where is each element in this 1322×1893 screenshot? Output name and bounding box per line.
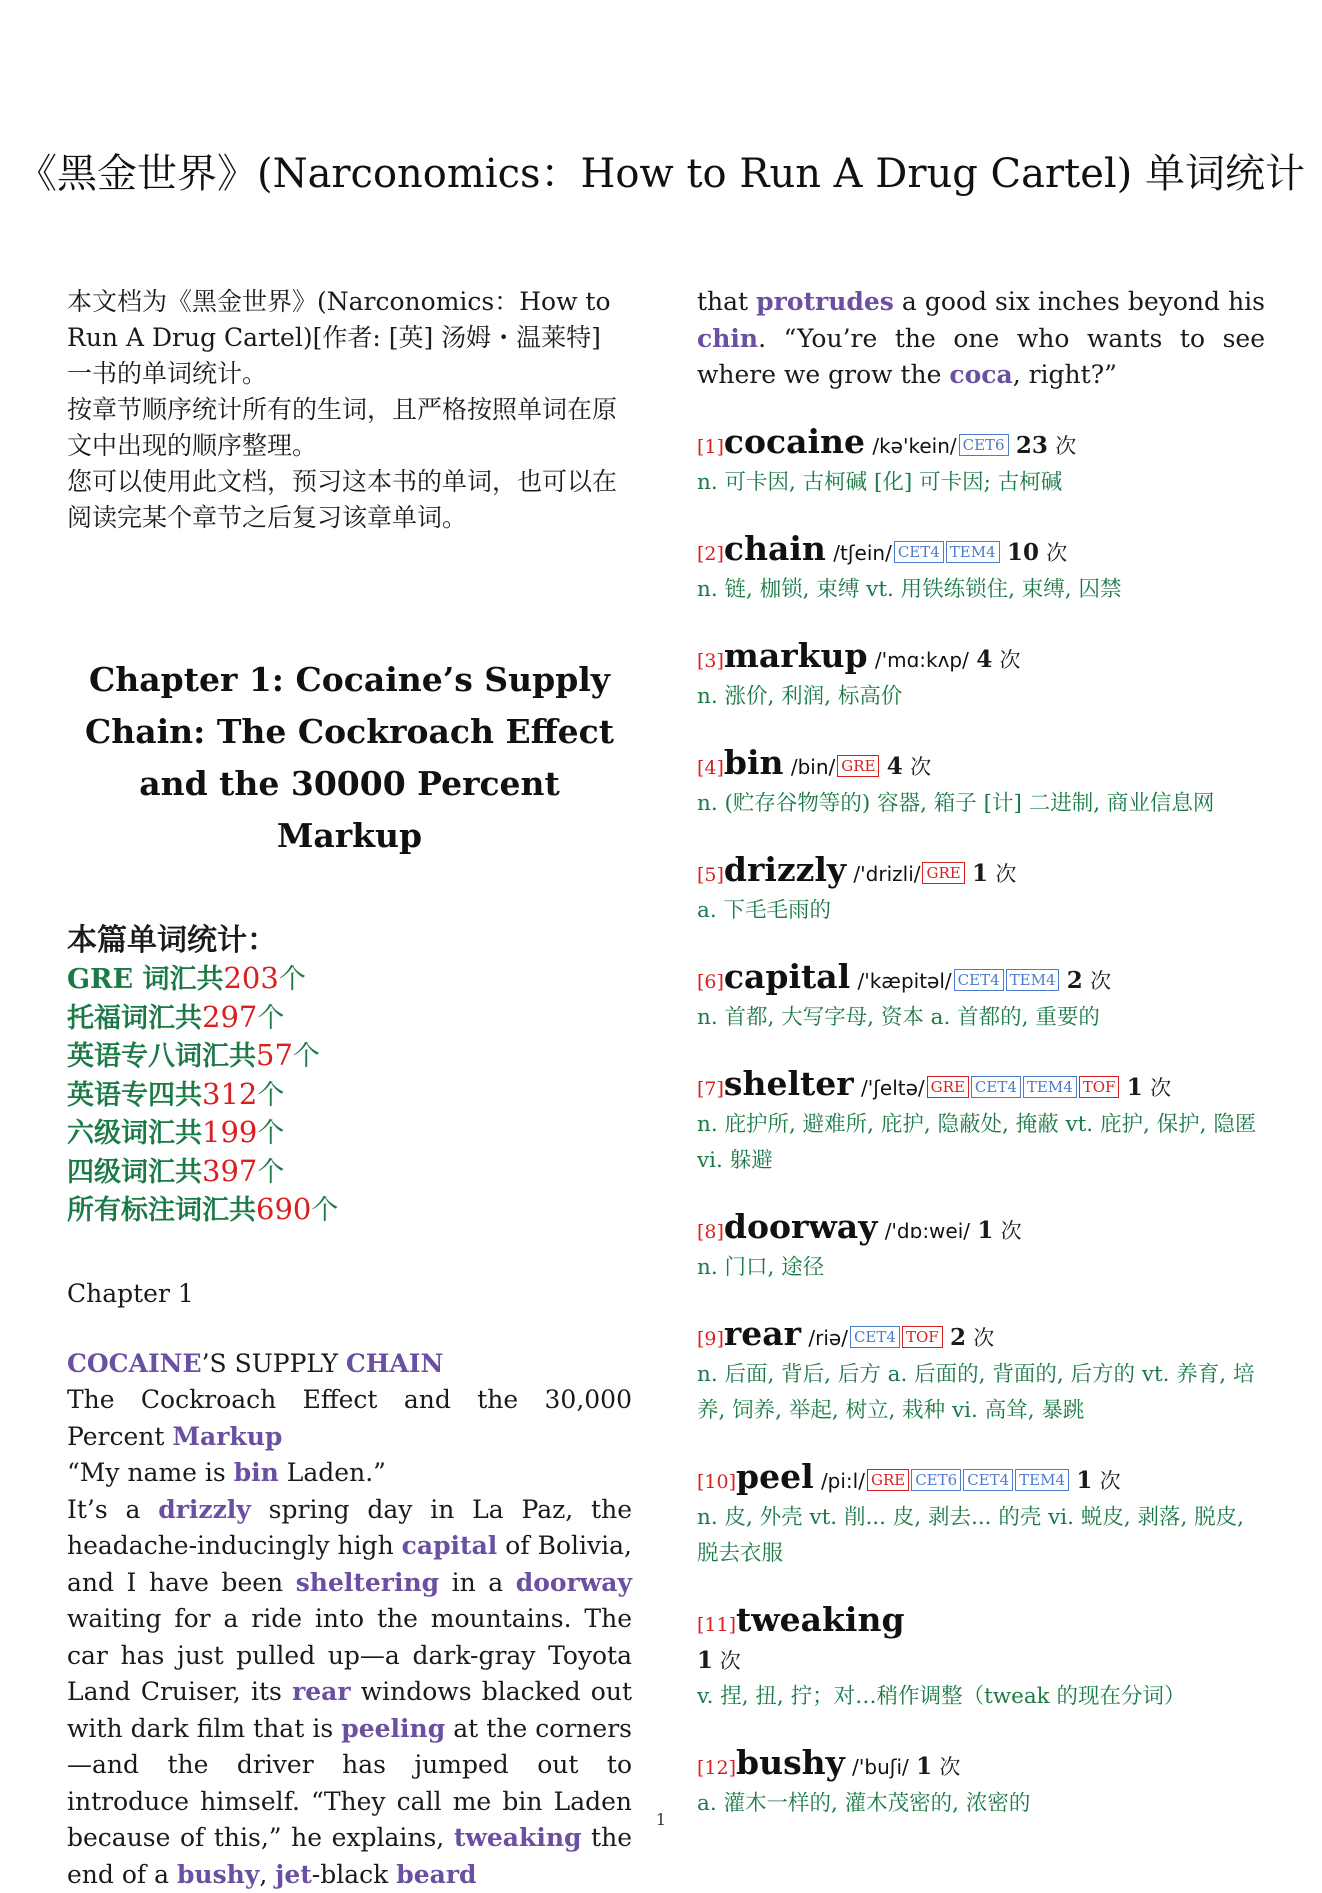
entry-word: tweaking: [736, 1600, 905, 1639]
chapter-heading: Chapter 1: Cocaine’s Supply Chain: The Cockroach Effect and the 30000 Percent Markup: [67, 654, 632, 862]
entry-word: peel: [736, 1457, 814, 1496]
stat-all: 所有标注词汇共690个: [67, 1191, 632, 1230]
vocab-word: bushy: [177, 1860, 259, 1889]
entry-index: [1]: [697, 436, 724, 458]
entry-pronunciation: /'ʃeltə/: [861, 1076, 925, 1100]
chapter-label: Chapter 1: [67, 1276, 632, 1312]
entry-count-unit: 次: [1150, 1076, 1171, 1100]
entry-count-unit: 次: [1046, 541, 1067, 565]
entry-definition: n. 涨价, 利润, 标高价: [697, 679, 1265, 715]
entry-definition: n. 可卡因, 古柯碱 [化] 可卡因; 古柯碱: [697, 465, 1265, 501]
entry-tag-tof: TOF: [1079, 1076, 1120, 1098]
entry-count-unit: 次: [973, 1326, 994, 1350]
word-entry: [697, 1209, 1265, 1286]
entry-index: [2]: [697, 543, 724, 565]
entry-count-unit: 次: [1001, 1219, 1022, 1243]
entry-count-unit: 次: [1090, 969, 1111, 993]
intro-paragraph: 本文档为《黑金世界》(Narconomics：How to Run A Drug Cartel)[作者: [英] 汤姆・温莱特] 一书的单词统计。: [67, 284, 632, 392]
stat-cet6: 六级词汇共199个: [67, 1114, 632, 1153]
word-entry: [697, 638, 1265, 715]
vocab-word: beard: [396, 1860, 476, 1889]
entry-count: 1: [977, 1217, 993, 1244]
entry-count: 23: [1016, 432, 1048, 459]
entry-index: [4]: [697, 757, 724, 779]
entry-tag-gre: GRE: [867, 1469, 909, 1491]
entry-count: 1: [916, 1753, 932, 1780]
entry-tag-tem4: TEM4: [1015, 1469, 1069, 1491]
entry-index: [3]: [697, 650, 724, 672]
entry-word: bushy: [736, 1743, 845, 1782]
entry-pronunciation: /'kæpitəl/: [857, 969, 951, 993]
vocab-word: peeling: [341, 1714, 445, 1743]
intro-paragraph: 您可以使用此文档，预习这本书的单词，也可以在阅读完某个章节之后复习该章单词。: [67, 464, 632, 536]
vocab-word: tweaking: [454, 1823, 582, 1852]
entry-index: [5]: [697, 864, 724, 886]
entry-pronunciation: /'buʃi/: [852, 1755, 909, 1779]
entry-tag-tem4: TEM4: [946, 541, 1000, 563]
stat-tem8: 英语专八词汇共57个: [67, 1037, 632, 1076]
entry-index: [6]: [697, 971, 724, 993]
stat-count: 312: [202, 1077, 257, 1111]
entry-count-unit: 次: [1055, 434, 1076, 458]
entry-pronunciation: /'dɒ:wei/: [885, 1219, 970, 1243]
entry-word: drizzly: [724, 850, 846, 889]
entry-definition: a. 下毛毛雨的: [697, 893, 1265, 929]
entry-count-unit: 次: [995, 862, 1016, 886]
entry-pronunciation: /pi:l/: [821, 1469, 865, 1493]
entry-count: 10: [1007, 539, 1039, 566]
entry-index: [7]: [697, 1078, 724, 1100]
stat-count: 397: [202, 1154, 257, 1188]
entry-index: [11]: [697, 1614, 736, 1636]
entry-pronunciation: /tʃein/: [833, 541, 892, 565]
entry-word: chain: [724, 529, 826, 568]
entry-word: doorway: [724, 1207, 877, 1246]
stat-count: 203: [223, 961, 278, 995]
entry-word: cocaine: [724, 422, 865, 461]
entry-tag-tof: TOF: [902, 1326, 943, 1348]
entry-tag-tem4: TEM4: [1006, 969, 1060, 991]
stat-gre: GRE 词汇共203个: [67, 960, 632, 999]
word-entry: [697, 1459, 1265, 1572]
word-entry: [697, 1602, 1265, 1715]
vocab-word: chin: [697, 324, 758, 353]
word-entry: [697, 1316, 1265, 1429]
entry-pronunciation: /kə'kein/: [872, 434, 956, 458]
stat-cet4: 四级词汇共397个: [67, 1153, 632, 1192]
entry-count-unit: 次: [939, 1755, 960, 1779]
section-subheading: The Cockroach Effect and the 30,000 Percent Markup: [67, 1382, 632, 1455]
document-title: 《黑金世界》(Narconomics：How to Run A Drug Cartel) 单词统计: [0, 142, 1322, 199]
vocab-word: protrudes: [756, 287, 894, 316]
entry-definition: n. 链, 枷锁, 束缚 vt. 用铁练锁住, 束缚, 囚禁: [697, 572, 1265, 608]
vocab-word: doorway: [516, 1568, 632, 1597]
entry-word: shelter: [724, 1064, 854, 1103]
entry-pronunciation: /'drizli/: [853, 862, 920, 886]
stat-count: 57: [256, 1038, 293, 1072]
word-entry: [697, 531, 1265, 608]
entry-definition: n. 皮, 外壳 vt. 削... 皮, 剥去... 的壳 vi. 蜕皮, 剥落, 脱皮, 脱去衣服: [697, 1500, 1265, 1572]
entry-definition: n. 首都, 大写字母, 资本 a. 首都的, 重要的: [697, 1000, 1265, 1036]
entry-word: bin: [724, 743, 784, 782]
entry-definition: v. 捏, 扭, 拧；对…稍作调整（tweak 的现在分词）: [697, 1679, 1265, 1715]
stat-count: 690: [256, 1192, 311, 1226]
vocab-word: bin: [234, 1458, 279, 1487]
entry-definition: a. 灌木一样的, 灌木茂密的, 浓密的: [697, 1786, 1265, 1822]
vocab-word: rear: [292, 1677, 350, 1706]
entry-tag-gre: GRE: [922, 862, 964, 884]
entry-count-unit: 次: [720, 1649, 741, 1673]
vocab-word: jet: [275, 1860, 312, 1889]
word-entry-list: [697, 424, 1265, 1572]
entry-word: capital: [724, 957, 850, 996]
stats-title: 本篇单词统计：: [67, 922, 632, 960]
entry-index: [10]: [697, 1471, 736, 1493]
word-entry: [697, 424, 1265, 501]
left-column: [67, 284, 632, 1893]
entry-count: 1: [697, 1647, 713, 1674]
entry-definition: n. (贮存谷物等的) 容器, 箱子 [计] 二进制, 商业信息网: [697, 786, 1265, 822]
stat-count: 297: [202, 1000, 257, 1034]
entry-pronunciation: /bin/: [791, 755, 835, 779]
entry-tag-tem4: TEM4: [1023, 1076, 1077, 1098]
continued-paragraph: that protrudes a good six inches beyond his chin. “You’re the one who wants to see where we grow the coca, right?”: [697, 284, 1265, 394]
vocab-word: sheltering: [296, 1568, 439, 1597]
entry-count: 2: [950, 1324, 966, 1351]
entry-definition: n. 门口, 途径: [697, 1250, 1265, 1286]
entry-tag-cet6: CET6: [911, 1469, 961, 1491]
entry-count-unit: 次: [910, 755, 931, 779]
vocab-word: COCAINE: [67, 1349, 202, 1378]
word-entry: [697, 1066, 1265, 1179]
intro-paragraph: 按章节顺序统计所有的生词，且严格按照单词在原文中出现的顺序整理。: [67, 392, 632, 464]
entry-count: 1: [972, 860, 988, 887]
entry-count: 2: [1067, 967, 1083, 994]
stat-tem4: 英语专四共312个: [67, 1076, 632, 1115]
entry-count: 4: [887, 753, 903, 780]
entry-definition: n. 后面, 背后, 后方 a. 后面的, 背面的, 后方的 vt. 养育, 培养, 饲养, 举起, 树立, 栽种 vi. 高耸, 暴跳: [697, 1357, 1265, 1429]
stat-count: 199: [202, 1115, 257, 1149]
entry-index: [9]: [697, 1328, 724, 1350]
word-entry: [697, 745, 1265, 822]
entry-tag-gre: GRE: [927, 1076, 969, 1098]
vocab-word: coca: [949, 360, 1012, 389]
page-number: 1: [0, 1810, 1322, 1829]
stats-list: [67, 960, 632, 1230]
entry-count-unit: 次: [1000, 648, 1021, 672]
word-entry: [697, 852, 1265, 929]
entry-index: [8]: [697, 1221, 724, 1243]
vocab-word: CHAIN: [346, 1349, 443, 1378]
entry-index: [12]: [697, 1757, 736, 1779]
entry-word: markup: [724, 636, 868, 675]
vocab-word: Markup: [172, 1422, 282, 1451]
section-heading: COCAINE’S SUPPLY CHAIN: [67, 1346, 632, 1383]
quote-line: “My name is bin Laden.”: [67, 1455, 632, 1492]
stat-toefl: 托福词汇共297个: [67, 999, 632, 1038]
entry-pronunciation: /'mɑ:kʌp/: [875, 648, 969, 672]
entry-tag-cet4: CET4: [850, 1326, 900, 1348]
entry-count-unit: 次: [1100, 1469, 1121, 1493]
entry-count: 4: [976, 646, 992, 673]
entry-word: rear: [724, 1314, 801, 1353]
entry-tag-cet4: CET4: [971, 1076, 1021, 1098]
entry-count: 1: [1127, 1074, 1143, 1101]
word-entry: [697, 959, 1265, 1036]
intro: [67, 284, 632, 536]
entry-tag-cet4: CET4: [954, 969, 1004, 991]
entry-tag-cet4: CET4: [963, 1469, 1013, 1491]
right-column: [697, 284, 1265, 1822]
entry-tag-cet4: CET4: [894, 541, 944, 563]
entry-tag-gre: GRE: [837, 755, 879, 777]
entry-count: 1: [1076, 1467, 1092, 1494]
entry-pronunciation: /riə/: [808, 1326, 848, 1350]
body-paragraph: It’s a drizzly spring day in La Paz, the headache-inducingly high capital of Bolivia, and I have been sheltering in a doorway waiting for a ride into the mountains. The car has just pulled up—a dark-gray Toyota Land Cruiser, its rear windows blacked out with dark film that is peeling at the corners—and the driver has jumped out to introduce himself. “They call me bin Laden because of this,” he explains, tweaking the end of a bushy, jet-black beard: [67, 1492, 632, 1893]
entry-tag-cet6: CET6: [959, 434, 1009, 456]
vocab-word: drizzly: [158, 1495, 251, 1524]
vocab-word: capital: [402, 1531, 498, 1560]
entry-definition: n. 庇护所, 避难所, 庇护, 隐蔽处, 掩蔽 vt. 庇护, 保护, 隐匿 vi. 躲避: [697, 1107, 1265, 1179]
